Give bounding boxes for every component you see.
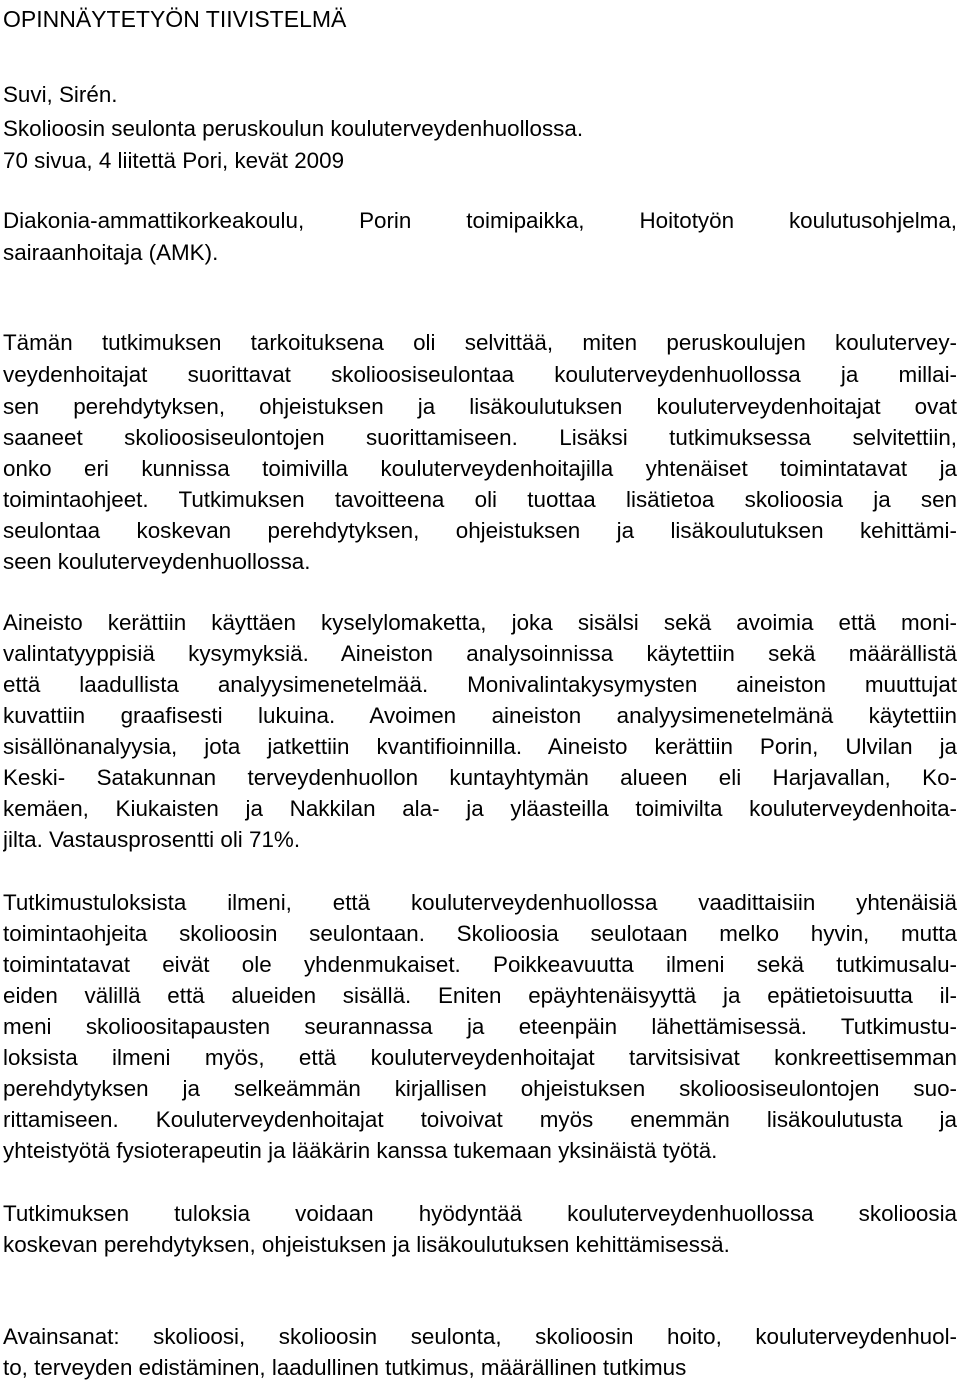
text-line: Avainsanat: skolioosi, skolioosin seulonta, skolioosin hoito, kouluterveydenhuol- [3,1324,957,1349]
text-line: seen kouluterveydenhuollossa. [3,549,311,574]
page-title: OPINNÄYTETYÖN TIIVISTELMÄ [3,6,347,32]
text-line: Tutkimuksen tuloksia voidaan hyödyntää kouluterveydenhuollossa skolioosia [3,1201,957,1226]
pages-place-date: 70 sivua, 4 liitettä Pori, kevät 2009 [3,148,345,173]
text-line: jilta. Vastausprosentti oli 71%. [3,827,301,852]
text-line: loksista ilmeni myös, että kouluterveydenhoitajat tarvitsisivat konkreettisemman [3,1045,957,1070]
thesis-title: Skolioosin seulonta peruskoulun kouluterveydenhuollossa. [3,116,584,141]
institution-line: sairaanhoitaja (AMK). [3,240,219,265]
author: Suvi, Sirén. [3,82,118,107]
text-line: seulontaa koskevan perehdytyksen, ohjeistuksen ja lisäkoulutuksen kehittämi- [3,518,957,543]
text-line: sisällönanalyysia, jota jatkettiin kvantifioinnilla. Aineisto kerättiin Porin, Ulvilan ja [3,734,957,759]
text-line: meni skolioositapausten seurannassa ja eteenpäin lähettämisessä. Tutkimustu- [3,1014,957,1039]
text-line: saaneet skolioosiseulontojen suorittamiseen. Lisäksi tutkimuksessa selvitettiin, [3,425,957,450]
text-line: Tämän tutkimuksen tarkoituksena oli selvittää, miten peruskoulujen koulutervey- [3,330,957,355]
text-line: valintatyyppisiä kysymyksiä. Aineiston analysoinnissa käytettiin sekä määrällistä [3,641,957,666]
text-line: veydenhoitajat suorittavat skolioosiseulontaa kouluterveydenhuollossa ja millai- [3,362,957,387]
text-line: onko eri kunnissa toimivilla kouluterveydenhoitajilla yhtenäiset toimintatavat ja [3,456,957,481]
text-line: että laadullista analyysimenetelmää. Monivalintakysymysten aineiston muuttujat [3,672,957,697]
text-line: Keski- Satakunnan terveydenhuollon kuntayhtymän alueen eli Harjavallan, Ko- [3,765,957,790]
text-line: toimintaohjeita skolioosin seulontaan. Skolioosia seulotaan melko hyvin, mutta [3,921,957,946]
text-line: Aineisto kerättiin käyttäen kyselylomaketta, joka sisälsi sekä avoimia että moni- [3,610,957,635]
text-line: koskevan perehdytyksen, ohjeistuksen ja lisäkoulutuksen kehittämisessä. [3,1232,730,1257]
text-line: perehdytyksen ja selkeämmän kirjallisen ohjeistuksen skolioosiseulontojen suo- [3,1076,957,1101]
text-line: kuvattiin graafisesti lukuina. Avoimen aineiston analyysimenetelmänä käytettiin [3,703,957,728]
institution-line: Diakonia-ammattikorkeakoulu, Porin toimipaikka, Hoitotyön koulutusohjelma, [3,208,957,233]
text-line: to, terveyden edistäminen, laadullinen tutkimus, määrällinen tutkimus [3,1355,687,1380]
text-line: sen perehdytyksen, ohjeistuksen ja lisäkoulutuksen kouluterveydenhoitajat ovat [3,394,957,419]
text-line: yhteistyötä fysioterapeutin ja lääkärin kanssa tukemaan yksinäistä työtä. [3,1138,718,1163]
text-line: eiden välillä että alueiden sisällä. Eniten epäyhtenäisyyttä ja epätietoisuutta il- [3,983,957,1008]
text-line: toimintaohjeet. Tutkimuksen tavoitteena oli tuottaa lisätietoa skolioosia ja sen [3,487,957,512]
text-line: toimintatavat eivät ole yhdenmukaiset. Poikkeavuutta ilmeni sekä tutkimusalu- [3,952,957,977]
text-line: kemäen, Kiukaisten ja Nakkilan ala- ja yläasteilla toimivilta kouluterveydenhoita- [3,796,957,821]
text-line: rittamiseen. Kouluterveydenhoitajat toivoivat myös enemmän lisäkoulutusta ja [3,1107,957,1132]
text-line: Tutkimustuloksista ilmeni, että kouluterveydenhuollossa vaadittaisiin yhtenäisiä [3,890,957,915]
